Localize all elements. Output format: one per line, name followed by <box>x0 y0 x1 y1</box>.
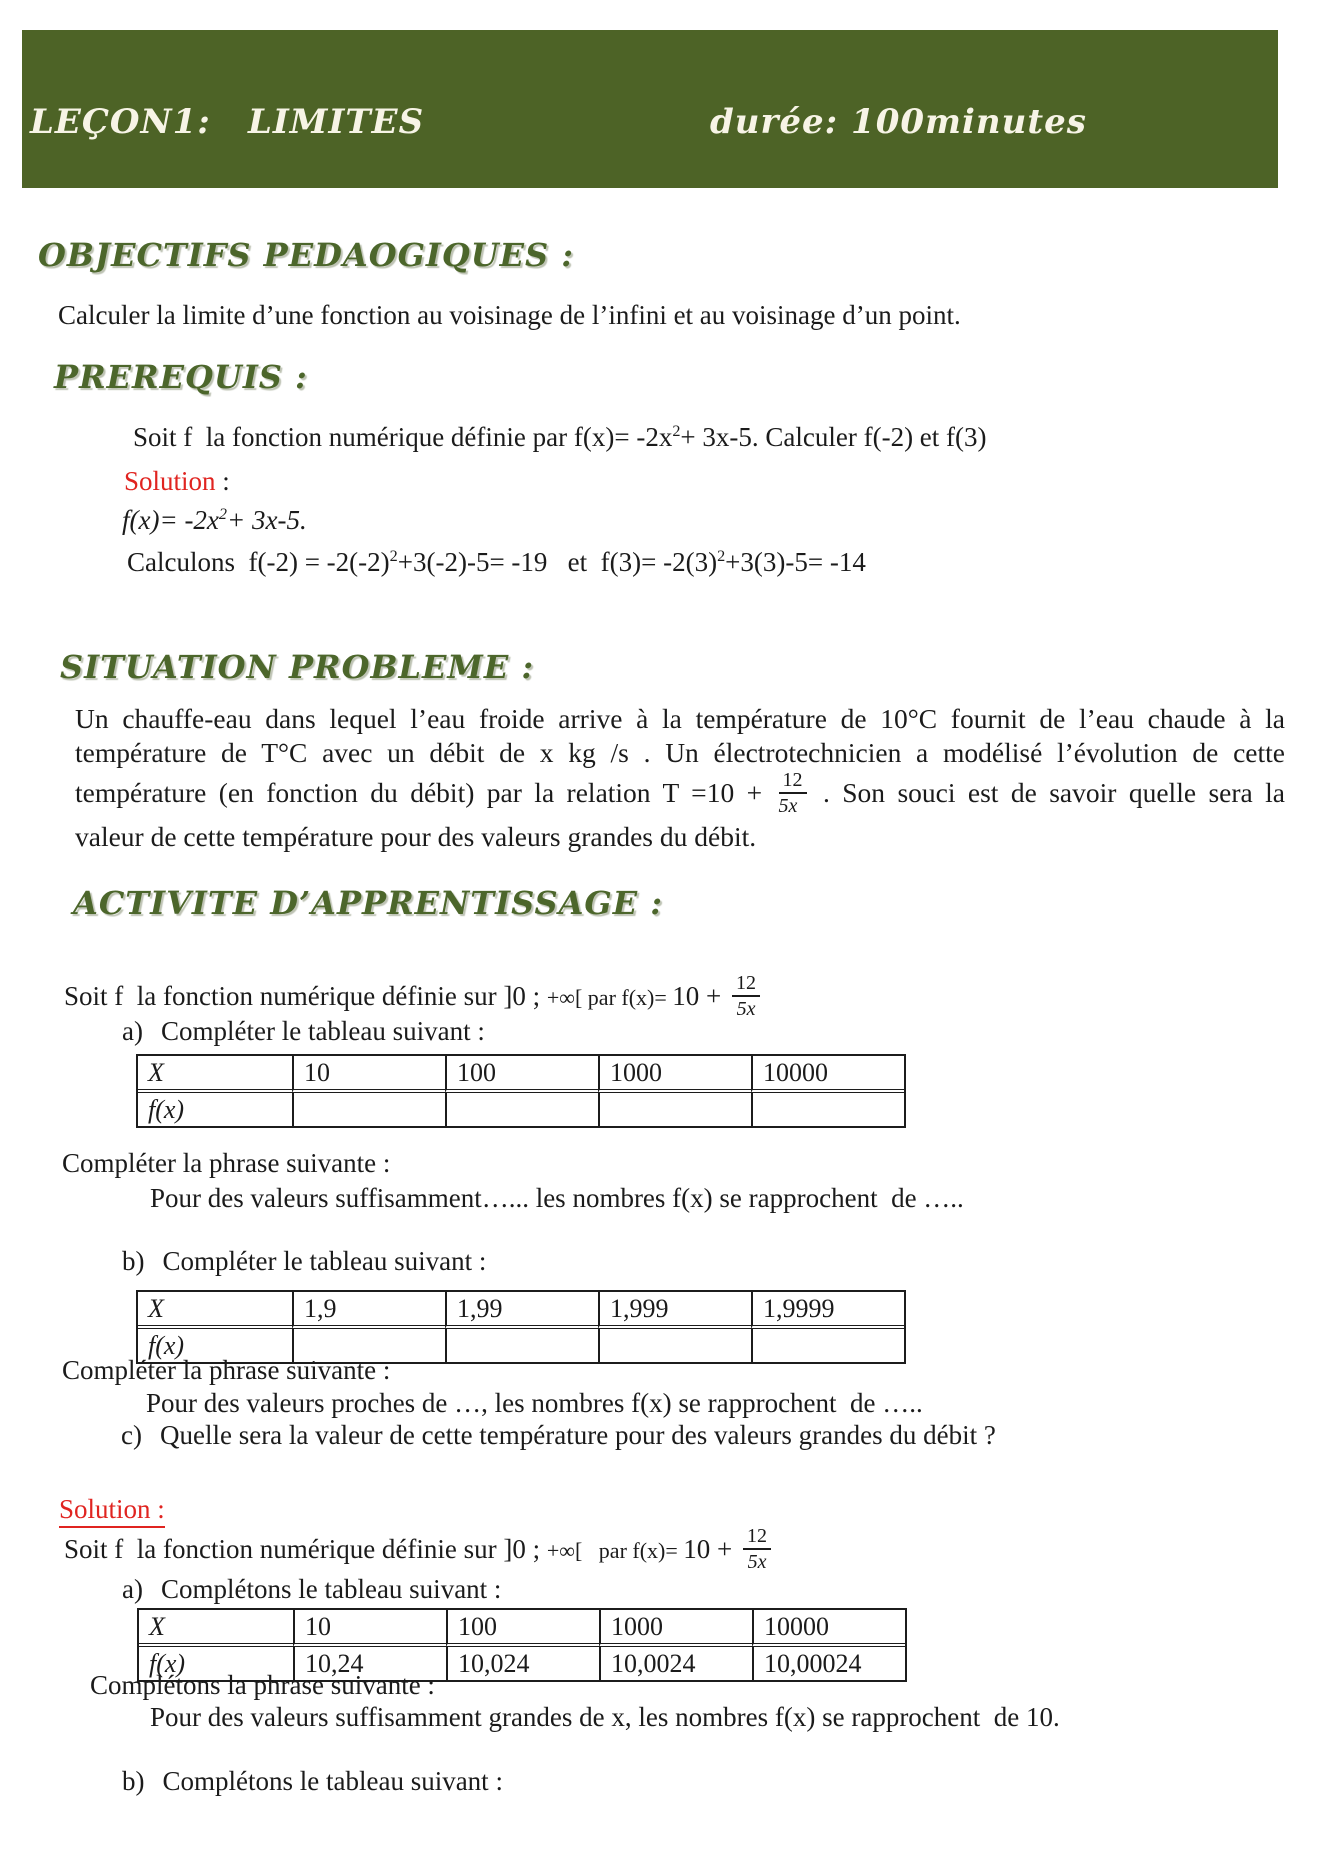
table-cell <box>751 1329 904 1362</box>
table-cell <box>598 1329 751 1362</box>
fraction-denominator: 5x <box>747 1551 767 1573</box>
phrase-title: Complétons la phrase suivante : <box>90 1670 435 1700</box>
table-cell: 10 <box>293 1610 446 1647</box>
section-heading-prerequis: PREREQUIS : <box>54 358 308 396</box>
table-cell: f(x) <box>149 1648 186 1678</box>
calculation-line <box>127 545 866 579</box>
table-cell <box>751 1093 904 1126</box>
calc-a: Calculons f(-2) = -2(-2) <box>127 547 390 577</box>
table-a <box>136 1054 906 1128</box>
definition-a: Soit f la fonction numérique définie sur ]0 ; <box>64 1534 547 1565</box>
item-text: Complétons le tableau suivant : <box>160 1574 502 1604</box>
fraction-numerator: 12 <box>743 1525 771 1550</box>
table-cell <box>445 1329 598 1362</box>
item-label: a) <box>122 1574 143 1604</box>
definition-a: Soit f la fonction numérique définie sur ]0 ; <box>64 981 547 1012</box>
item-text: Complétons le tableau suivant : <box>162 1766 503 1796</box>
list-item-a <box>122 1016 485 1047</box>
definition-infinity-segment: +∞[ par f(x)= <box>546 1538 684 1564</box>
lesson-label: LEÇON1: <box>30 102 211 142</box>
phrase-title: Compléter la phrase suivante : <box>62 1148 391 1178</box>
list-item-b <box>122 1766 503 1797</box>
exponent: 2 <box>389 547 398 565</box>
table-cell: 10,24 <box>293 1647 446 1680</box>
fraction-numerator: 12 <box>779 769 807 794</box>
phrase-text: Pour des valeurs proches de …, les nombres f(x) se rapprochent de ….. <box>146 1388 923 1418</box>
table-cell: 1000 <box>599 1610 752 1647</box>
solution-heading <box>59 1492 165 1526</box>
table-cell: f(x) <box>148 1094 185 1124</box>
table-cell: X <box>138 1056 292 1093</box>
lesson-band <box>22 30 1278 188</box>
item-label: c) <box>121 1420 142 1450</box>
solution-label: Solution <box>124 466 216 496</box>
table-cell: 1,99 <box>445 1292 598 1329</box>
table-cell: 1000 <box>598 1056 751 1093</box>
formula-line <box>122 503 307 537</box>
table-cell: 10 <box>292 1056 445 1093</box>
fraction-denominator: 5x <box>778 794 798 817</box>
exercise-text-b: + 3x-5. Calculer f(-2) et f(3) <box>680 422 987 452</box>
table-cell: f(x) <box>148 1330 185 1360</box>
phrase-title: Compléter la phrase suivante : <box>62 1355 391 1385</box>
paragraph-line-2: température de T°C avec un débit de x kg /s . Un électrotechnicien a modélisé l’évolution de cette <box>75 737 1285 768</box>
table-cell: 10,0024 <box>599 1647 752 1680</box>
phrase-text: Pour des valeurs suffisamment grandes de x, les nombres f(x) se rapprochent de 10. <box>150 1702 1060 1732</box>
solution-heading-text: Solution : <box>59 1494 165 1528</box>
exponent: 2 <box>672 422 681 440</box>
formula-a: f(x)= -2x <box>122 505 219 535</box>
item-label: b) <box>122 1766 145 1796</box>
fraction <box>732 972 760 1020</box>
definition-b: 10 + <box>672 981 729 1012</box>
table-cell: 100 <box>446 1610 599 1647</box>
lesson-title: LIMITES <box>248 102 425 142</box>
definition-b: 10 + <box>683 1534 740 1565</box>
prerequis-exercise <box>133 420 987 454</box>
table-row <box>138 1056 904 1093</box>
item-label: a) <box>122 1016 143 1046</box>
table-cell <box>445 1093 598 1126</box>
section-heading-situation: SITUATION PROBLEME : <box>60 648 535 686</box>
solution-label-line <box>124 464 230 498</box>
function-definition <box>64 1525 775 1576</box>
table-row <box>139 1610 905 1647</box>
line3-before: température (en fonction du débit) par la relation T =10 + <box>75 777 775 808</box>
paragraph-line-3 <box>75 770 1285 820</box>
table-cell <box>292 1093 445 1126</box>
list-item-b <box>122 1246 486 1277</box>
table-cell: 100 <box>445 1056 598 1093</box>
calc-b: +3(-2)-5= -19 et f(3)= -2(3) <box>397 547 718 577</box>
table-row <box>138 1292 904 1329</box>
definition-infinity-segment: +∞[ par f(x)= <box>546 985 673 1011</box>
objectifs-body: Calculer la limite d’une fonction au voisinage de l’infini et au voisinage d’un point. <box>58 300 961 330</box>
section-heading-objectifs: OBJECTIFS PEDAOGIQUES : <box>38 236 575 274</box>
table-cell: 10000 <box>752 1610 905 1647</box>
table-cell: 10,024 <box>446 1647 599 1680</box>
solution-colon: : <box>215 466 230 496</box>
item-text: Compléter le tableau suivant : <box>160 1016 485 1046</box>
table-cell: 10,00024 <box>752 1647 905 1680</box>
fraction <box>779 769 807 817</box>
situation-paragraph <box>75 702 1285 854</box>
formula-b: + 3x-5. <box>227 505 307 535</box>
item-text: Quelle sera la valeur de cette température pour des valeurs grandes du débit ? <box>159 1420 996 1450</box>
list-item-c <box>121 1420 996 1451</box>
paragraph-line-4: valeur de cette température pour des valeurs grandes du débit. <box>75 820 757 852</box>
exponent: 2 <box>717 547 726 565</box>
table-cell: 10000 <box>751 1056 904 1093</box>
table-cell: 1,999 <box>598 1292 751 1329</box>
table-cell: 1,9 <box>292 1292 445 1329</box>
fraction-denominator: 5x <box>736 998 756 1020</box>
section-heading-activite: ACTIVITE D’APPRENTISSAGE : <box>73 884 664 922</box>
item-label: b) <box>122 1246 145 1276</box>
line3-after: . Son souci est de savoir quelle sera la <box>810 777 1285 808</box>
fraction-numerator: 12 <box>732 972 760 997</box>
fraction <box>743 1525 771 1573</box>
exercise-text-a: Soit f la fonction numérique définie par f(x)= -2x <box>133 422 673 452</box>
table-cell: X <box>138 1292 292 1329</box>
list-item-a <box>122 1574 501 1605</box>
table-row <box>138 1093 904 1126</box>
exponent: 2 <box>218 505 228 523</box>
table-cell: 1,9999 <box>751 1292 904 1329</box>
item-text: Compléter le tableau suivant : <box>162 1246 487 1276</box>
table-cell <box>598 1093 751 1126</box>
calc-c: +3(3)-5= -14 <box>725 547 866 577</box>
duration-label: durée: 100minutes <box>710 102 1087 142</box>
phrase-text: Pour des valeurs suffisamment…... les nombres f(x) se rapprochent de ….. <box>150 1183 964 1213</box>
paragraph-line-1: Un chauffe-eau dans lequel l’eau froide arrive à la température de 10°C fournit de l’eau chaude à la <box>75 703 1285 734</box>
table-cell: X <box>139 1610 293 1647</box>
